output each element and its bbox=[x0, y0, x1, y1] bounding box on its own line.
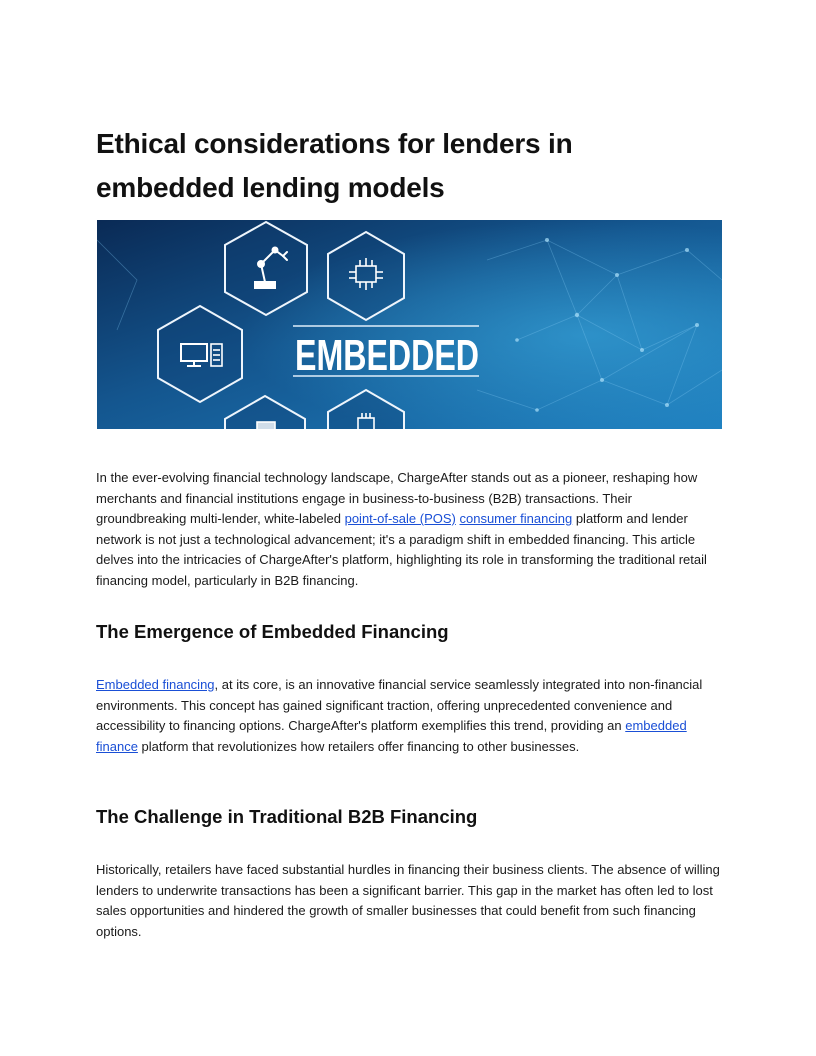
embedded-financing-link[interactable]: Embedded financing bbox=[96, 677, 215, 692]
challenge-paragraph: Historically, retailers have faced substantial hurdles in financing their business clients. The absence of willing lenders to underwrite transactions has been a significant barrier. This gap in the market has often led to lost sales opportunities and hindered the growth of smaller businesses that could benefit from such financing options. bbox=[96, 862, 720, 939]
section-heading-challenge: The Challenge in Traditional B2B Financing bbox=[96, 806, 478, 827]
point-of-sale-link[interactable]: point-of-sale (POS) bbox=[344, 511, 456, 527]
hero-image bbox=[97, 220, 722, 429]
intro-paragraph: In the ever-evolving financial technology landscape, ChargeAfter stands out as a pioneer, reshaping how merchants and financial institutions engage in business-to-business (B2B) transactions. Their groundbreaking multi-lender, white-labeled point-of-sale (POS) consumer financing platform and lender network is not just a technological advancement; it's a paradigm shift in embedded financing. This article delves into the intricacies of ChargeAfter's platform, highlighting its role in transforming the traditional retail financing model, particularly in B2B financing. bbox=[96, 470, 707, 588]
page-title: Ethical considerations for lenders in embedded lending models bbox=[96, 128, 573, 203]
banner-text: EMBEDDED bbox=[295, 331, 479, 380]
device-icon bbox=[257, 422, 275, 429]
consumer-financing-link[interactable]: consumer financing bbox=[459, 511, 573, 527]
embedded-finance-link[interactable]: embedded finance bbox=[96, 718, 687, 754]
emergence-paragraph: Embedded financing, at its core, is an innovative financial service seamlessly integrated into non-financial environments. This concept has gained significant traction, offering unprecedented convenience and accessibility to financing options. ChargeAfter's platform exemplifies this trend, providing an embedded finance platform that revolutionizes how retailers offer financing to other businesses. bbox=[96, 677, 703, 754]
section-heading-emergence: The Emergence of Embedded Financing bbox=[96, 621, 449, 642]
